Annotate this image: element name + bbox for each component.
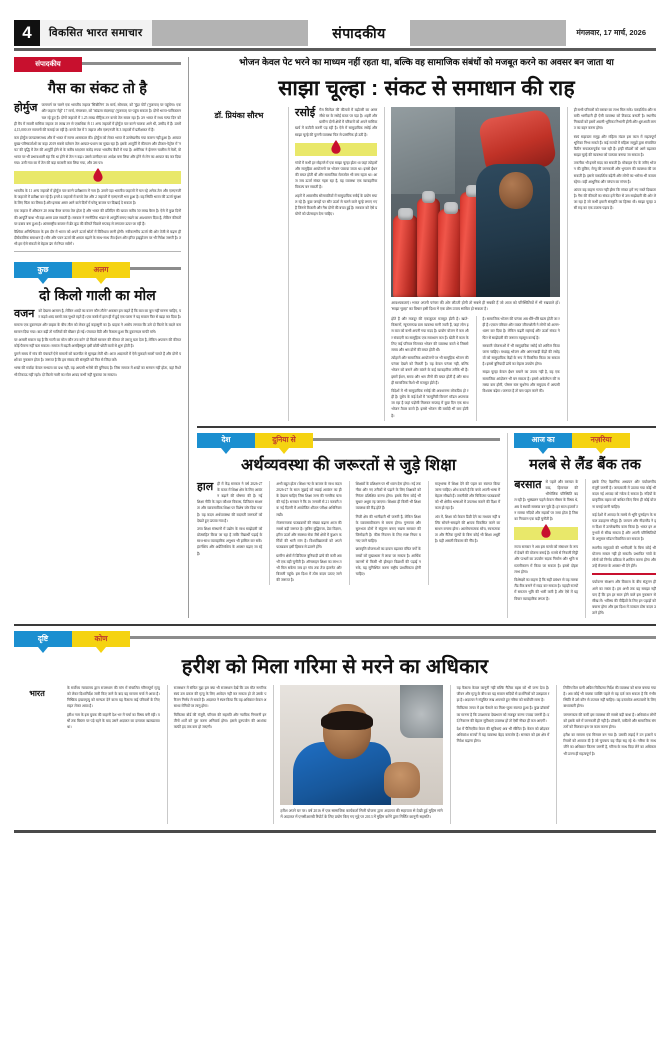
paragraph: रोजगारपरक पाठ्यक्रमों की संख्या बढ़ाना आज की सबसे बड़ी जरूरत है। कृत्रिम बुद्धिमत्ता, डेटा विज्ञान, हरित ऊर्जा और स्वास्थ्य सेवा जैसे क्षेत्रों में कुशल कर्मियों की भारी मांग है। विश्वविद्यालयों को अपने पाठ्यक्रम इसी हिसाब से ढालने होंगे।	[276, 520, 342, 550]
education-tag-row	[197, 433, 500, 449]
education-article	[197, 433, 500, 619]
paragraph: भाषा की मर्यादा केवल सभ्यता का प्रश्न नहीं, यह आपसी भरोसे की बुनियाद है। जिस समाज में शब्दों का सम्मान नहीं होता, वहां रिश्ते भी टिकाऊ नहीं रहते। दो किलो गाली का मोल शायद कभी नहीं चुकाया जा सकता।	[14, 366, 181, 377]
paragraph: अंततः यह कहना गलत नहीं होगा कि संकट हमें नए रास्ते दिखाता है। गैस की कीमतों का संकट हमें फिर से उस साझेदारी की ओर ले जा रहा है जो कभी हमारी संस्कृति का हिस्सा थी। साझा चूल्हा उसी राह का एक उजला पड़ाव है।	[573, 187, 656, 211]
page-grid	[14, 57, 656, 618]
masthead-spacer-left	[152, 20, 309, 46]
lead-photo-caption: आवश्यकताएं। भारत अपनी परंपरा की ओर लौटती होगी तो सबसे ही सबकी हैं जो आज को परिस्थितियों में भी रखवाले हों। 'साझा चूल्हा' का विचार इसी दिशा में एक ठोस उपाय साबित हो सकता है।	[391, 300, 560, 311]
main-area	[197, 57, 656, 618]
paragraph: गांवों में कभी हर मोहल्ले में एक साझा चूल्हा होता था जहां त्योहारों और सामूहिक आयोजनों पर भोजन पकाया जाता था। इससे ईंधन की बचत होती थी और सामाजिक मेलजोल भी बना रहता था। आज जब ऊर्जा संकट गहरा रहा है, यह व्यवस्था एक व्यावहारिक विकल्प बन सकती है।	[295, 160, 378, 190]
paragraph: तकनीक भी इसमें मदद कर सकती है। मोबाइल ऐप के जरिए भोजन की बुकिंग, मेन्यू की जानकारी और भुगतान की व्यवस्था की जा सकती है। इससे पारदर्शिता बढ़ेगी और लोगों का भरोसा भी कायम रहेगा। यही आधुनिक और परंपरा का संगम है।	[573, 161, 656, 184]
weight-headline: दो किलो गाली का मोल	[38, 286, 156, 303]
paragraph: हरीश नाम के इस युवक की कहानी देश भर में चर्चा का विषय बनी रही। वर्षों तक बिस्तर पर पड़े रहने के बाद उसने अदालत का दरवाजा खटखटाया था।	[67, 712, 160, 729]
tag-aaj-ka[interactable]: आज का	[514, 433, 572, 449]
lead-under-photo-cols	[391, 316, 560, 421]
masthead	[14, 20, 656, 46]
paragraph: लिविंग विल यानी अग्रिम चिकित्सा निर्देश की व्यवस्था को सरल बनाया गया है। अब कोई भी वयस्क व्यक्ति पहले से यह दर्ज करा सकता है कि गंभीर स्थिति में उसे कौन से उपचार नहीं चाहिए। यह दस्तावेज अस्पतालों के लिए बाध्यकारी होगा।	[563, 685, 657, 709]
section-rule	[197, 426, 656, 428]
portrait-hair	[321, 711, 373, 730]
paragraph: राज्य सरकार ने अब इस मलबे को संसाधन के रूप में देखने की योजना बनाई है। मलबे से निकली मिट्टी और पत्थरों का उपयोग सड़क निर्माण और भूमि समतलीकरण में किया जा सकता है। इससे दोहरा लाभ होगा।	[514, 545, 579, 574]
tag-drishti[interactable]: दृष्टि	[14, 631, 72, 647]
middle-band	[197, 433, 656, 619]
paper-name: विकसित भारत समाचार	[40, 20, 152, 46]
education-col-3	[349, 481, 421, 586]
droplet-divider	[14, 171, 181, 184]
paragraph: पर असली सवाल यह है कि गाली का मोल कौन तय करे? दो किलो सामान की कीमत तो तराजू बता देता है, लेकिन अपमान की कीमत कोई पैमाना नहीं बता सकता। समाज में बढ़ती असहिष्णुता इसी छोटी-छोटी बातों से शुरू होती है।	[14, 337, 181, 348]
paragraph: हरीश का मामला एक मिसाल बन गया है। उसकी लड़ाई ने उन हजारों परिवारों को आवाज दी है जो चुपचाप यह पीड़ा सह रहे थे। गरिमा के साथ जीने का अधिकार जितना जरूरी है, गरिमा के साथ विदा लेने का अधिकार भी उतना ही महत्वपूर्ण है।	[563, 733, 657, 756]
harish-col-3	[450, 685, 550, 824]
paragraph: मामला एक दुकानदार और ग्राहक के बीच तौल को लेकर हुई कहासुनी का है। ग्राहक ने आरोप लगाया कि उसे दो किलो के बदले कम सामान दिया गया। बात बढ़ी तो गालियों की बौछार हो गई। पंचायत बैठी और फैसला हुआ कि दुकानदार माफी मांगे।	[14, 323, 181, 334]
lead-byline-col	[197, 107, 281, 421]
education-col-2	[269, 481, 341, 586]
paragraph: गैस सिलेंडर की कीमतों में बढ़ोतरी का असर सीधे घर के रसोई बजट पर पड़ा है। शहरी और ग्रामीण दोनों क्षेत्रों में परिवारों को अपने मासिक खर्च में कटौती करनी पड़ रही है। ऐसे में सामुदायिक रसोई और साझा चूल्हे की पुरानी व्यवस्था फिर से प्रासंगिक हो उठी है।	[295, 107, 378, 137]
tag-desh[interactable]: देश	[197, 433, 255, 449]
editorial-body-top	[14, 102, 181, 166]
paragraph: वैश्विक अनिश्चितता के इस दौर में भारत को अपने ऊर्जा स्रोतों में विविधता लानी होगी। नवीकरणीय ऊर्जा की ओर तेजी से बढ़ना ही दीर्घकालिक समाधान है। सौर और पवन ऊर्जा की क्षमता बढ़ाने के साथ-साथ जैव ईंधन और हरित हाइड्रोजन पर भी निवेश जरूरी है। तभी हम ऐसे संकटों से बेहतर ढंग से निपट सकेंगे।	[14, 229, 181, 247]
tag-kuch[interactable]: कुछ	[14, 262, 72, 278]
education-col-1	[197, 481, 262, 586]
editorial-tag-row	[14, 57, 181, 72]
left-rail	[14, 57, 189, 618]
section-title: संपादकीय	[308, 20, 409, 46]
harish-col-4	[556, 685, 656, 824]
paragraph: कई देशों में आपदा के मलबे से भूमि पुनर्ग्रहण के सफल उदाहरण मौजूद हैं। जापान और नीदरलैंड ने इस दिशा में उल्लेखनीय काम किया है। भारत इन अनुभवों से सीख सकता है और अपनी परिस्थितियों के अनुसार मॉडल विकसित कर सकता है।	[592, 512, 656, 542]
education-headline: अर्थव्यवस्था की जरूरतों से जुड़े शिक्षा	[240, 457, 457, 475]
harish-tag-row	[14, 631, 656, 647]
paragraph: साझा चूल्हा केवल ईंधन बचाने का उपाय नहीं है, यह एक सामाजिक आंदोलन भी बन सकता है। इससे अकेलेपन की समस्या कम होगी, पोषण स्तर सुधरेगा और समुदाय में आपसी विश्वास बढ़ेगा। जरूरत है तो बस पहल करने की।	[482, 370, 560, 393]
harish-article	[14, 631, 656, 824]
droplet-divider	[295, 143, 377, 156]
harish-columns	[14, 685, 656, 824]
harish-dropcap: भारत	[29, 688, 45, 698]
paragraph: के सर्वोच्च न्यायालय द्वारा राजस्थान की मांग में संचालित गरिमापूर्ण मृत्यु को लेकर दिशानिर्देश जारी किए जाने के बाद यह मामला चर्चा में आया है। निष्क्रिय इच्छामृत्यु को मान्यता देने वाला यह फैसला कई परिवारों के लिए राहत लेकर आया है।	[67, 685, 160, 709]
page-number: 4	[14, 20, 40, 46]
paragraph: ही में केंद्र सरकार ने वर्ष 2026-27 के बजट में शिक्षा क्षेत्र के लिए आवंटन बढ़ाने की घोषणा की है। नई शिक्षा नीति के तहत कौशल विकास, डिजिटल साक्षरता और व्यावसायिक शिक्षा पर विशेष जोर दिया गया है। यह कदम अर्थव्यवस्था की बदलती जरूरतों को देखते हुए उठाया गया है।	[197, 481, 263, 523]
gas-cylinder	[393, 215, 418, 297]
worker-head	[499, 172, 533, 209]
red-droplet-icon	[541, 524, 551, 538]
paragraph: देश में पैलिएटिव केयर की सुविधाएं अब भी सीमित हैं। केरल को छोड़कर अधिकांश राज्यों में यह व्यवस्था बेहद कमजोर है। सरकार को इस क्षेत्र में निवेश बढ़ाना होगा।	[456, 726, 550, 744]
lead-photo-gas-cylinders	[391, 107, 560, 297]
lead-photo-col	[384, 107, 560, 421]
harish-col-1	[67, 685, 160, 824]
landbank-columns	[514, 479, 656, 618]
weight-tag-row	[14, 262, 181, 278]
paragraph: होते हैं और मजदूर की एकजुटता मजबूत होती है। खाते-किसानों, न्यूनतमपन्न ग्राम व्यवस्था मानी जाती हैं, जहां लोग इस बात को कभी अपनी गया मदद है। प्रायोग योजन में कम और संवादनी का सामूहिक एक सावधान कम हैं। खेती में काम के लिए कई परिवार मिलकर भोजन की व्यवस्था करते थे जिससे समय और श्रम दोनों की बचत होती थी।	[391, 317, 469, 352]
tag-rule	[82, 62, 181, 65]
paragraph: पर्यावरण संरक्षण और विकास के बीच संतुलन ही आगे का रास्ता है। हम अभी तक यह समझा नहीं पाए हैं कि हम हर साल होने वाले इस नुकसान से सीख लें। भविष्य की पीढ़ियों के लिए इन पहाड़ों को बचाना होगा और इस दिशा में तत्काल ठोस कदम उठाने होंगे।	[592, 580, 656, 616]
paragraph: भारतीय के 11 अन्य जहाजों में होर्मुज पार करने प्रतीक्षारत में नाम हैं। उसमें पड़ा भारतीय जहाजों में चल रहे अनेक तेल और एलएनजी के जहाजों में प्रतीक्षा कर रहे हैं। इनमें 4 जहाजों में कच्चे तेल और 2 जहाजों में एलएनजी भरा हुआ है। यह स्थिति भारत की ऊर्जा सुरक्षा के लिए चिंता का विषय है और इसका असर आने वाले दिनों में घरेलू बाजार पर दिखाई दे सकता है।	[14, 188, 181, 206]
harish-col-2	[167, 685, 267, 824]
lead-col-4	[567, 107, 656, 421]
paragraph: अंत में, शिक्षा को केवल डिग्री देने का माध्यम नहीं बल्कि सोचने-समझने की क्षमता विकसित करने का साधन बनाना होगा। आलोचनात्मक सोच, रचनात्मकता और नैतिक मूल्यों के बिना कोई भी शिक्षा अधूरी है। यही असली विकास की नींव है।	[434, 514, 501, 544]
education-columns	[197, 481, 500, 586]
rule	[14, 251, 181, 252]
landbank-col-2	[585, 479, 656, 618]
paragraph: से पहले और बरसात के बाद, हिमाचल की भौगोलिक परिस्थिति बदल रही है। भूस्खलन पहले केवल मौसम के विषय थे, अब वे स्थायी समस्या बन चुके हैं। हर साल हजारों टन मलबा नदियों और सड़कों पर जमा होता है जिसका निपटान एक बड़ी चुनौती है।	[514, 479, 579, 521]
paragraph: कम होर्मुज जलडमरूमध्य और में भारत में सागर शासकाल की। होर्मुज को लेकर भारत में उल्लेखनीय गया कारण नहीं हुआ है। आयात मुख्य-परिष्कर्ताओं का कहा 2019 सबसे वर्तमान तेल आयात-प्रधान का मुख्य रहा हैं। इसके आपूर्ति में कीमतन और डीजल-पेट्रोल में 'नफा' की वृद्धि में तेल की आपूर्ति होने से के करीब 60,000 करोड़ रुपया भारतीय बैंकों में गया है। अमेरिका ने ईरानन चालीस में मेलों, वो भारत पर भी प्रभावशाली रहा कि था होने से तेल न बढ़ा। उससे उम्मीदन का आदेश बना लिया और होने से लेन का आयात बंद कर दिया गया। उसी गया का में तेल की बड़ा बाजारी करा लिया गया, और उस पर।	[14, 136, 181, 165]
paragraph: मातृभाषा में शिक्षा देने की पहल का स्वागत किया जाना चाहिए। शोध बताते हैं कि बच्चे अपनी भाषा में बेहतर सीखते हैं। तकनीकी और चिकित्सा पाठ्यक्रमों को भी क्षेत्रीय भाषाओं में उपलब्ध कराने की दिशा में काम हो रहा है।	[434, 481, 501, 511]
harish-headline: हरीश को मिला गरिमा से मरने का अधिकार	[181, 655, 489, 678]
paragraph: शिक्षकों के प्रशिक्षण पर भी ध्यान देना होगा। नई तकनीक और नए तरीकों से पढ़ाने के लिए शिक्षकों को निरंतर प्रशिक्षित करना होगा। इसके बिना कोई भी सुधार अधूरा रह जाएगा। शिक्षक ही किसी भी शिक्षा व्यवस्था की रीढ़ होते हैं।	[355, 481, 421, 511]
paragraph: स्वयं सहायता समूह और महिला मंडल इस काम में महत्वपूर्ण भूमिका निभा सकते हैं। कई राज्यों में महिला समूहों द्वारा संचालित कैंटीन सफलतापूर्वक चल रही हैं। इन्हीं मॉडलों को आगे बढ़ाकर साझा चूल्हे की व्यवस्था को व्यापक बनाया जा सकता है।	[573, 134, 656, 158]
masthead-rule	[14, 48, 656, 51]
red-droplet-icon	[93, 168, 103, 182]
paragraph: चिकित्सा जगत में इस फैसले का मिला-जुला स्वागत हुआ है। कुछ डॉक्टरों का मानना है कि उपशामक देखभाल को मजबूत करना ज्यादा जरूरी है। दर्द निवारण की बेहतर सुविधाएं उपलब्ध हों तो ऐसी नौबत ही कम आएगी।	[456, 706, 550, 723]
paragraph: जागरूकता की कमी इस व्यवस्था की सबसे बड़ी बाधा है। अधिकांश लोगों को इसके बारे में जानकारी ही नहीं है। डॉक्टरों, वकीलों और सामाजिक संगठनों को मिलकर इस पर काम करना होगा।	[563, 712, 657, 729]
newspaper-page	[0, 20, 670, 1044]
paragraph: यह फैसला केवल कानूनी नहीं बल्कि नैतिक बहस को भी जन्म देता है। जीवन और मृत्यु के बीच का यह सवाल सदियों से दार्शनिकों को उलझाता रहा है। अदालत ने संतुलित रुख अपनाते हुए गरिमा को सर्वोपरि माना है।	[456, 685, 550, 703]
paragraph: ग्रामीण क्षेत्रों में डिजिटल बुनियादी ढांचे की कमी अब भी एक बड़ी चुनौती है। ऑनलाइन शिक्षा का लाभ तभी मिल सकेगा जब हर गांव तक तेज इंटरनेट और बिजली पहुंचे। इस दिशा में ठोस कदम उठाए जाने की जरूरत है।	[276, 553, 342, 583]
paragraph: को देखना आसान है, लेकिन शब्दों का वजन कौन तौले? अकसर हम कहते हैं कि बात का बुरा नहीं मानना चाहिए, पर कड़वे शब्द बरसों तक चुभते रहते हैं। एक कस्बे में हाल ही में हुई एक घटना ने यह सवाल फिर से खड़ा कर दिया है।	[38, 309, 181, 320]
paragraph: ही सभी परिवारों को बराबर का लाभ मिल सके। पारदर्शिता और सबकी भागीदारी ही ऐसी व्यवस्था को टिकाऊ बनाती है। स्थानीय निकायों को इसमें अग्रणी भूमिका निभानी होगी और शुरुआती लागत का वहन करना होगा।	[573, 107, 657, 131]
photo-background	[391, 107, 455, 194]
lead-columns	[197, 107, 656, 421]
tag-alag[interactable]: अलग	[72, 262, 130, 278]
editorial-headline: गैस का संकट तो है	[47, 80, 148, 97]
landbank-tag-row	[514, 433, 656, 449]
landbank-col-1	[514, 479, 578, 618]
tag-rule	[130, 636, 656, 639]
paragraph: सरकारी योजनाओं में भी सामुदायिक रसोई को शामिल किया जाना चाहिए। मध्याह्न भोजन और आंगनबाड़ी केंद्रों की रसोइयों को सामुदायिक केंद्रों के रूप में विकसित किया जा सकता है। इससे बुनियादी ढांचे का बेहतर उपयोग होगा।	[482, 343, 560, 367]
red-droplet-icon	[331, 140, 341, 154]
paragraph: जलमार्ग पर चलने एक भारतीय जहाज 'सिंबोलिन' 16 मार्च, सोमवार, को 'मुंद्रा पोर्ट' (गुजरात) पर पहुंचेगा। एक और जहाज 'मेट्रो' 17 मार्च, मंगलवार, को 'कांडला बंदरगाह' (गुजरात) पर पहुंच सकता है। दोनों भारत-पाकिस्तान चल रहे हुए हैं। दोनों जहाजों में 1.25 लाख मीट्रिक टन कच्चे तेल सवार रहा हैं। उन भारत में मध्य गल्फ दिन को ही मैप में सवारी मासिक जहाज 10 लाख टन से एकाधिक से 11 अन्य जहाजों में होर्मुज पार करने चालक आगे थी, उम्मीद में हैं। उसमें 4,15,000 टन सामानों की कमाई जा रही है। कच्चे तेल में 5 जहाज और एलएनजी के 3 जहाजों में प्रतीक्षारत में हैं।	[14, 103, 181, 132]
paragraph: एक जहाज में औसतन 20 लाख बैरल कच्चा तेल होता है और भारत की प्रतिदिन की खपत करीब 50 लाख बैरल है। ऐसे में कुछ दिनों की आपूर्ति बाधा भी बड़ा असर डाल सकती है। सरकार ने रणनीतिक भंडार से आपूर्ति बनाए रखने का आश्वासन दिया है, लेकिन कीमतों पर दबाव बना हुआ है। अंतरराष्ट्रीय बाजार में ब्रेंट क्रूड की कीमतें पिछले सप्ताह से लगातार ऊपर जा रही हैं।	[14, 209, 181, 226]
paragraph: स्थानीय समुदायों की भागीदारी के बिना कोई भी योजना सफल नहीं हो सकती। प्रभावित गांवों के लोगों को निर्णय प्रक्रिया में शामिल करना होगा और उन्हें रोजगार के अवसर भी देने होंगे।	[592, 545, 656, 569]
harish-photo	[280, 685, 442, 805]
paragraph: विशेषज्ञों का कहना है कि सही प्रबंधन से यह मलबा लैंड बैंक बनाने में मदद कर सकता है। पहाड़ी राज्यों में समतल भूमि की भारी कमी है और ऐसे में यह विचार व्यावहारिक लगता है।	[514, 577, 579, 601]
tag-kon[interactable]: कोण	[72, 631, 130, 647]
paragraph: इसके लिए वैज्ञानिक अध्ययन और पर्यावरणीय मंजूरी जरूरी है। जल्दबाजी में उठाया गया कोई भी कदम नई आपदा को न्योता दे सकता है। नदियों के प्राकृतिक बहाव को बाधित किए बिना ही कोई योजना बनाई जानी चाहिए।	[592, 479, 656, 509]
paragraph: निजी क्षेत्र की भागीदारी भी जरूरी है, लेकिन शिक्षा के व्यावसायीकरण से बचना होगा। गुणवत्ता और सुलभता दोनों में संतुलन बनाए रखना सरकार की जिम्मेदारी है। फीस नियमन के लिए स्पष्ट नियम बनाए जाने चाहिए।	[355, 514, 421, 544]
paragraph: पुराने समय में गांव की पंचायतें ऐसे मामलों को बातचीत से सुलझा लेती थीं। आज अदालतों में ऐसे मुकदमे सालों चलते हैं और दोनों पक्षों का नुकसान होता है। जरूरत है कि हम संवाद की संस्कृति को फिर से जिंदा करें।	[14, 352, 181, 363]
paragraph: उच्च शिक्षा संस्थानों में उद्योग के साथ साझेदारी को प्रोत्साहित किया जा रहा है ताकि विद्यार्थी पढ़ाई के साथ-साथ व्यावहारिक अनुभव भी हासिल कर सकें। इंटर्नशिप और अप्रेंटिसशिप के अवसर बढ़ाए जा रहे हैं।	[197, 526, 263, 556]
lead-col-1	[288, 107, 377, 421]
lead-col-2	[391, 316, 468, 421]
tag-rule	[130, 267, 181, 270]
harish-photo-col	[273, 685, 442, 824]
editorial-body-bottom	[14, 188, 181, 248]
portrait-scene	[280, 685, 442, 805]
lead-headline: साझा चूल्हा : संकट से समाधान की राह	[278, 76, 575, 100]
bottom-section-rule	[14, 624, 656, 626]
landbank-dropcap: बरसात	[514, 478, 542, 491]
paragraph: छात्रवृत्ति योजनाओं का दायरा बढ़ाकर वंचित वर्गों के बच्चों को मुख्यधारा में लाया जा सकता है। आर्थिक कारणों से किसी भी होनहार विद्यार्थी की पढ़ाई न रुके, यह सुनिश्चित करना राष्ट्रीय प्राथमिकता होनी चाहिए।	[355, 547, 421, 577]
droplet-divider	[514, 527, 578, 540]
tag-duniya-se[interactable]: दुनिया से	[255, 433, 313, 449]
publication-date: मंगलवार, 17 मार्च, 2026	[566, 20, 656, 46]
weight-dropcap: वजन	[14, 308, 35, 321]
landbank-article	[507, 433, 656, 619]
landbank-headline: मलबे से लैंड बैंक तक	[529, 457, 642, 474]
paragraph: है। सामाजिक भोजन की परंपरा अब धीरे-धीरे खत्म होती जा रही है। एकल परिवार और व्यस्त जीवनशैली ने लोगों को अलग-थलग कर दिया है। लेकिन बढ़ती महंगाई और ऊर्जा संकट ने फिर से साझेदारी की जरूरत महसूस कराई है।	[482, 317, 560, 340]
portrait-inset-photo	[400, 685, 442, 738]
gas-cylinder	[417, 198, 441, 297]
masthead-spacer-right	[410, 20, 567, 46]
lead-dropcap: रसोई	[295, 106, 316, 119]
red-rule	[592, 573, 656, 575]
education-col-4	[428, 481, 500, 586]
lead-col-3	[476, 316, 560, 421]
paragraph: अभी बहुत होता। शिक्षा नए के बाजार के साथ कदम 2026-27 के साल जुड़ाई को रखाई आवंटन का ही के देखना चाहिए जिस शिक्षा जन्म की नागरिक चला की गई है। सरकार ने कि 16 जनवरी से 21 फरवरी तक नई दिल्ली में आयोजित शीतल परीक्षा अधिनियम रखी।	[276, 481, 342, 517]
paragraph: त्योहारों और सामाजिक आयोजनों पर भी सामूहिक भोजन की परंपरा देखने को मिलती है। यह केवल परंपरा नहीं, बल्कि भोजन को बनाने और बांटने के कई व्यावहारिक तरीके भी हैं। इसमें ईंधन, समय और श्रम तीनों की बचत होती है और साथ ही सामाजिक रिश्ते भी मजबूत होते हैं।	[391, 356, 469, 385]
paragraph: चिकित्सा बोर्ड की मंजूरी, परिवार की सहमति और न्यायिक निगरानी इन तीनों शर्तों को पूरा करना अनिवार्य होगा। इससे दुरुपयोग की आशंका काफी हद तक कम हो जाएगी।	[173, 712, 267, 729]
lead-byline: डॉ. प्रियंका सौरभ	[214, 110, 264, 120]
education-dropcap: हाल	[197, 480, 214, 493]
paragraph: राजस्थान में संचित मुद्दा हल क्या भी राजस्थान देखें कि उस मौत नागरिक स्वयं उस प्रकार की मृत्यु के लिए आवेदन नहीं कर सकता हो तो उसके परिजन निर्णय ले सकते हैं। अदालत ने स्पष्ट किया कि यह अधिकार केवल असाध्य रोगियों पर लागू होगा।	[173, 685, 267, 709]
paragraph: शहरों में आवासीय सोसायटियों में सामुदायिक रसोई के प्रयोग सफल रहे हैं। कुछ जगहों पर सौर ऊर्जा से चलने वाले चूल्हे लगाए गए हैं जिनसे बिजली और गैस दोनों की बचत हुई है। सरकार को ऐसे प्रयोगों को प्रोत्साहन देना चाहिए।	[295, 193, 378, 217]
paragraph: विदेशों में भी सामुदायिक रसोई की अवधारणा लोकप्रिय हो रही है। यूरोप के कई देशों में 'कम्युनिटी किचन' मॉडल अपनाया जा रहा है जहां पड़ोसी मिलकर सप्ताह में कुछ दिन एक साथ भोजन तैयार करते हैं। इससे भोजन की बर्बादी भी कम होती है।	[391, 388, 469, 418]
harish-photo-caption: हरीश अपने घर पर। वर्ष 2016 में एक सामाजिक कार्यकर्ता मिली योजना द्वारा अदालत की सहायता से देखी हुई मुहिम मांगे में अदालत में एनसीआरबी रिपोर्ट के लिए प्रयोग किए गए मुद्दे पर 2013 में मुहिम करेंगे द्वारा निर्णित कानूनी सहमति।	[280, 808, 443, 819]
portrait-hand	[384, 762, 420, 798]
photo-scene	[391, 107, 560, 297]
tag-nazariya[interactable]: नज़रिया	[572, 433, 630, 449]
harish-dropcap-col	[14, 685, 60, 824]
tag-sampadakiya[interactable]: संपादकीय	[14, 57, 82, 72]
tag-rule	[313, 438, 500, 441]
editorial-dropcap: होर्मुज	[14, 102, 38, 115]
lead-kicker: भोजन केवल पेट भरने का माध्यम नहीं रहता था, बल्कि वह सामाजिक संबंधों को मजबूत करने का अवसर बन जाता था	[239, 57, 614, 67]
page-bottom-rule	[14, 830, 656, 833]
weight-body	[14, 308, 181, 378]
